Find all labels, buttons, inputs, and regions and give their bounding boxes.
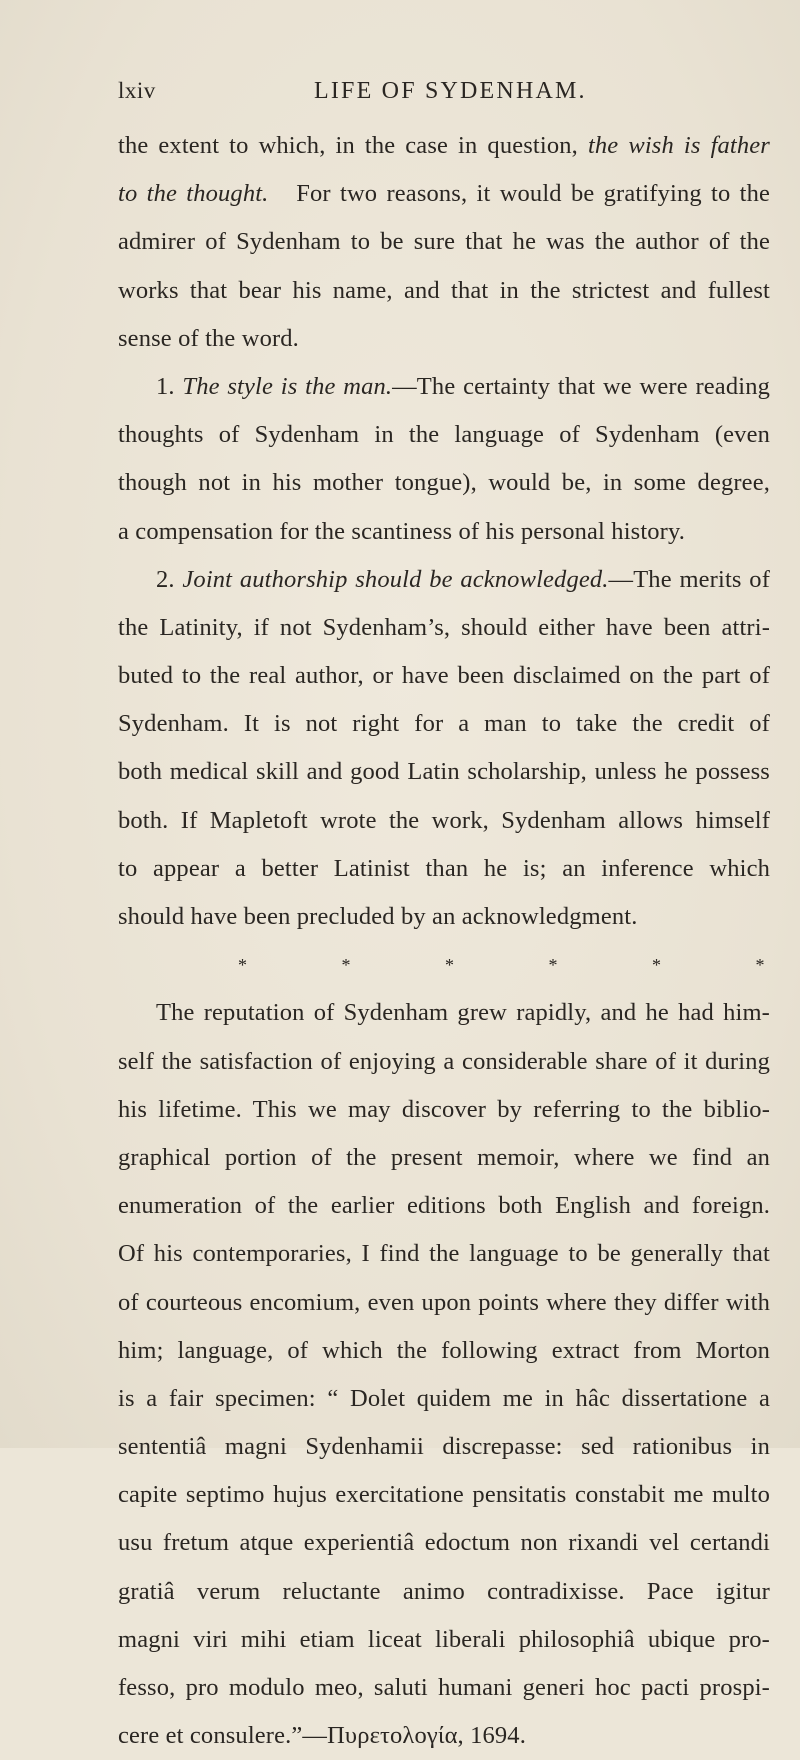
page-header: [118, 78, 768, 114]
text-line: of courteous encomium, even upon points where they differ with: [118, 1288, 770, 1316]
text-line: sense of the word.: [118, 324, 299, 352]
text-line: buted to the real author, or have been disclaimed on the part of: [118, 662, 770, 690]
text-line: should have been precluded by an acknowledgment.: [118, 903, 638, 930]
text-line: thoughts of Sydenham in the language of Sydenham (even: [118, 421, 770, 449]
text-line: enumeration of the earlier editions both English and foreign.: [118, 1192, 770, 1220]
text-line: The reputation of Sydenham grew rapidly, and he had him-: [156, 999, 770, 1027]
text-line: admirer of Sydenham to be sure that he was the author of the: [118, 228, 770, 256]
text-line: works that bear his name, and that in the strictest and fullest: [118, 276, 770, 304]
text-line: the Latinity, if not Sydenham’s, should either have been attri-: [118, 613, 770, 641]
text-line: Sydenham. It is not right for a man to take the credit of: [118, 710, 770, 738]
section-heading-line: 1. The style is the man.—The certainty that we were reading: [156, 372, 770, 400]
text-line: graphical portion of the present memoir, where we find an: [118, 1143, 770, 1171]
text-line: capite septimo hujus exercitatione pensitatis constabit me multo: [118, 1481, 770, 1509]
text-line: his lifetime. This we may discover by referring to the biblio-: [118, 1095, 770, 1123]
text-line: usu fretum atque experientiâ edoctum non rixandi vel certandi: [118, 1529, 770, 1557]
section-heading-line: 2. Joint authorship should be acknowledged.—The merits of: [156, 565, 770, 593]
text-line: sententiâ magni Sydenhamii discrepasse: sed rationibus in: [118, 1433, 770, 1461]
text-line: both. If Mapletoft wrote the work, Sydenham allows himself: [118, 806, 770, 834]
text-line: fesso, pro modulo meo, saluti humani generi hoc pacti prospi-: [118, 1674, 770, 1701]
running-title: LIFE OF SYDENHAM.: [314, 78, 587, 104]
text-line: gratiâ verum reluctante animo contradixisse. Pace igitur: [118, 1577, 770, 1605]
text-line: a compensation for the scantiness of his personal history.: [118, 517, 686, 545]
text-line: Of his contemporaries, I find the language to be generally that: [118, 1240, 770, 1268]
text-line: self the satisfaction of enjoying a considerable share of it during: [118, 1047, 770, 1075]
body-text: [118, 122, 770, 1760]
text-line: to appear a better Latinist than he is; an inference which: [118, 854, 770, 882]
text-line: the extent to which, in the case in question, the wish is father: [118, 132, 770, 159]
text-line: both medical skill and good Latin scholarship, unless he possess: [118, 758, 770, 786]
text-line: though not in his mother tongue), would be, in some degree,: [118, 469, 770, 497]
text-line: to the thought. For two reasons, it would be gratifying to the: [118, 180, 771, 208]
page-number: lxiv: [118, 78, 156, 103]
text-line: him; language, of which the following extract from Morton: [118, 1336, 770, 1364]
text-line: magni viri mihi etiam liceat liberali philosophiâ ubique pro-: [118, 1625, 770, 1653]
section-separator: * * * * * *: [238, 955, 765, 976]
text-line: is a fair specimen: “ Dolet quidem me in hâc dissertatione a: [118, 1384, 770, 1412]
text-line: cere et consulere.”—Πυρετολογία, 1694.: [118, 1722, 526, 1750]
